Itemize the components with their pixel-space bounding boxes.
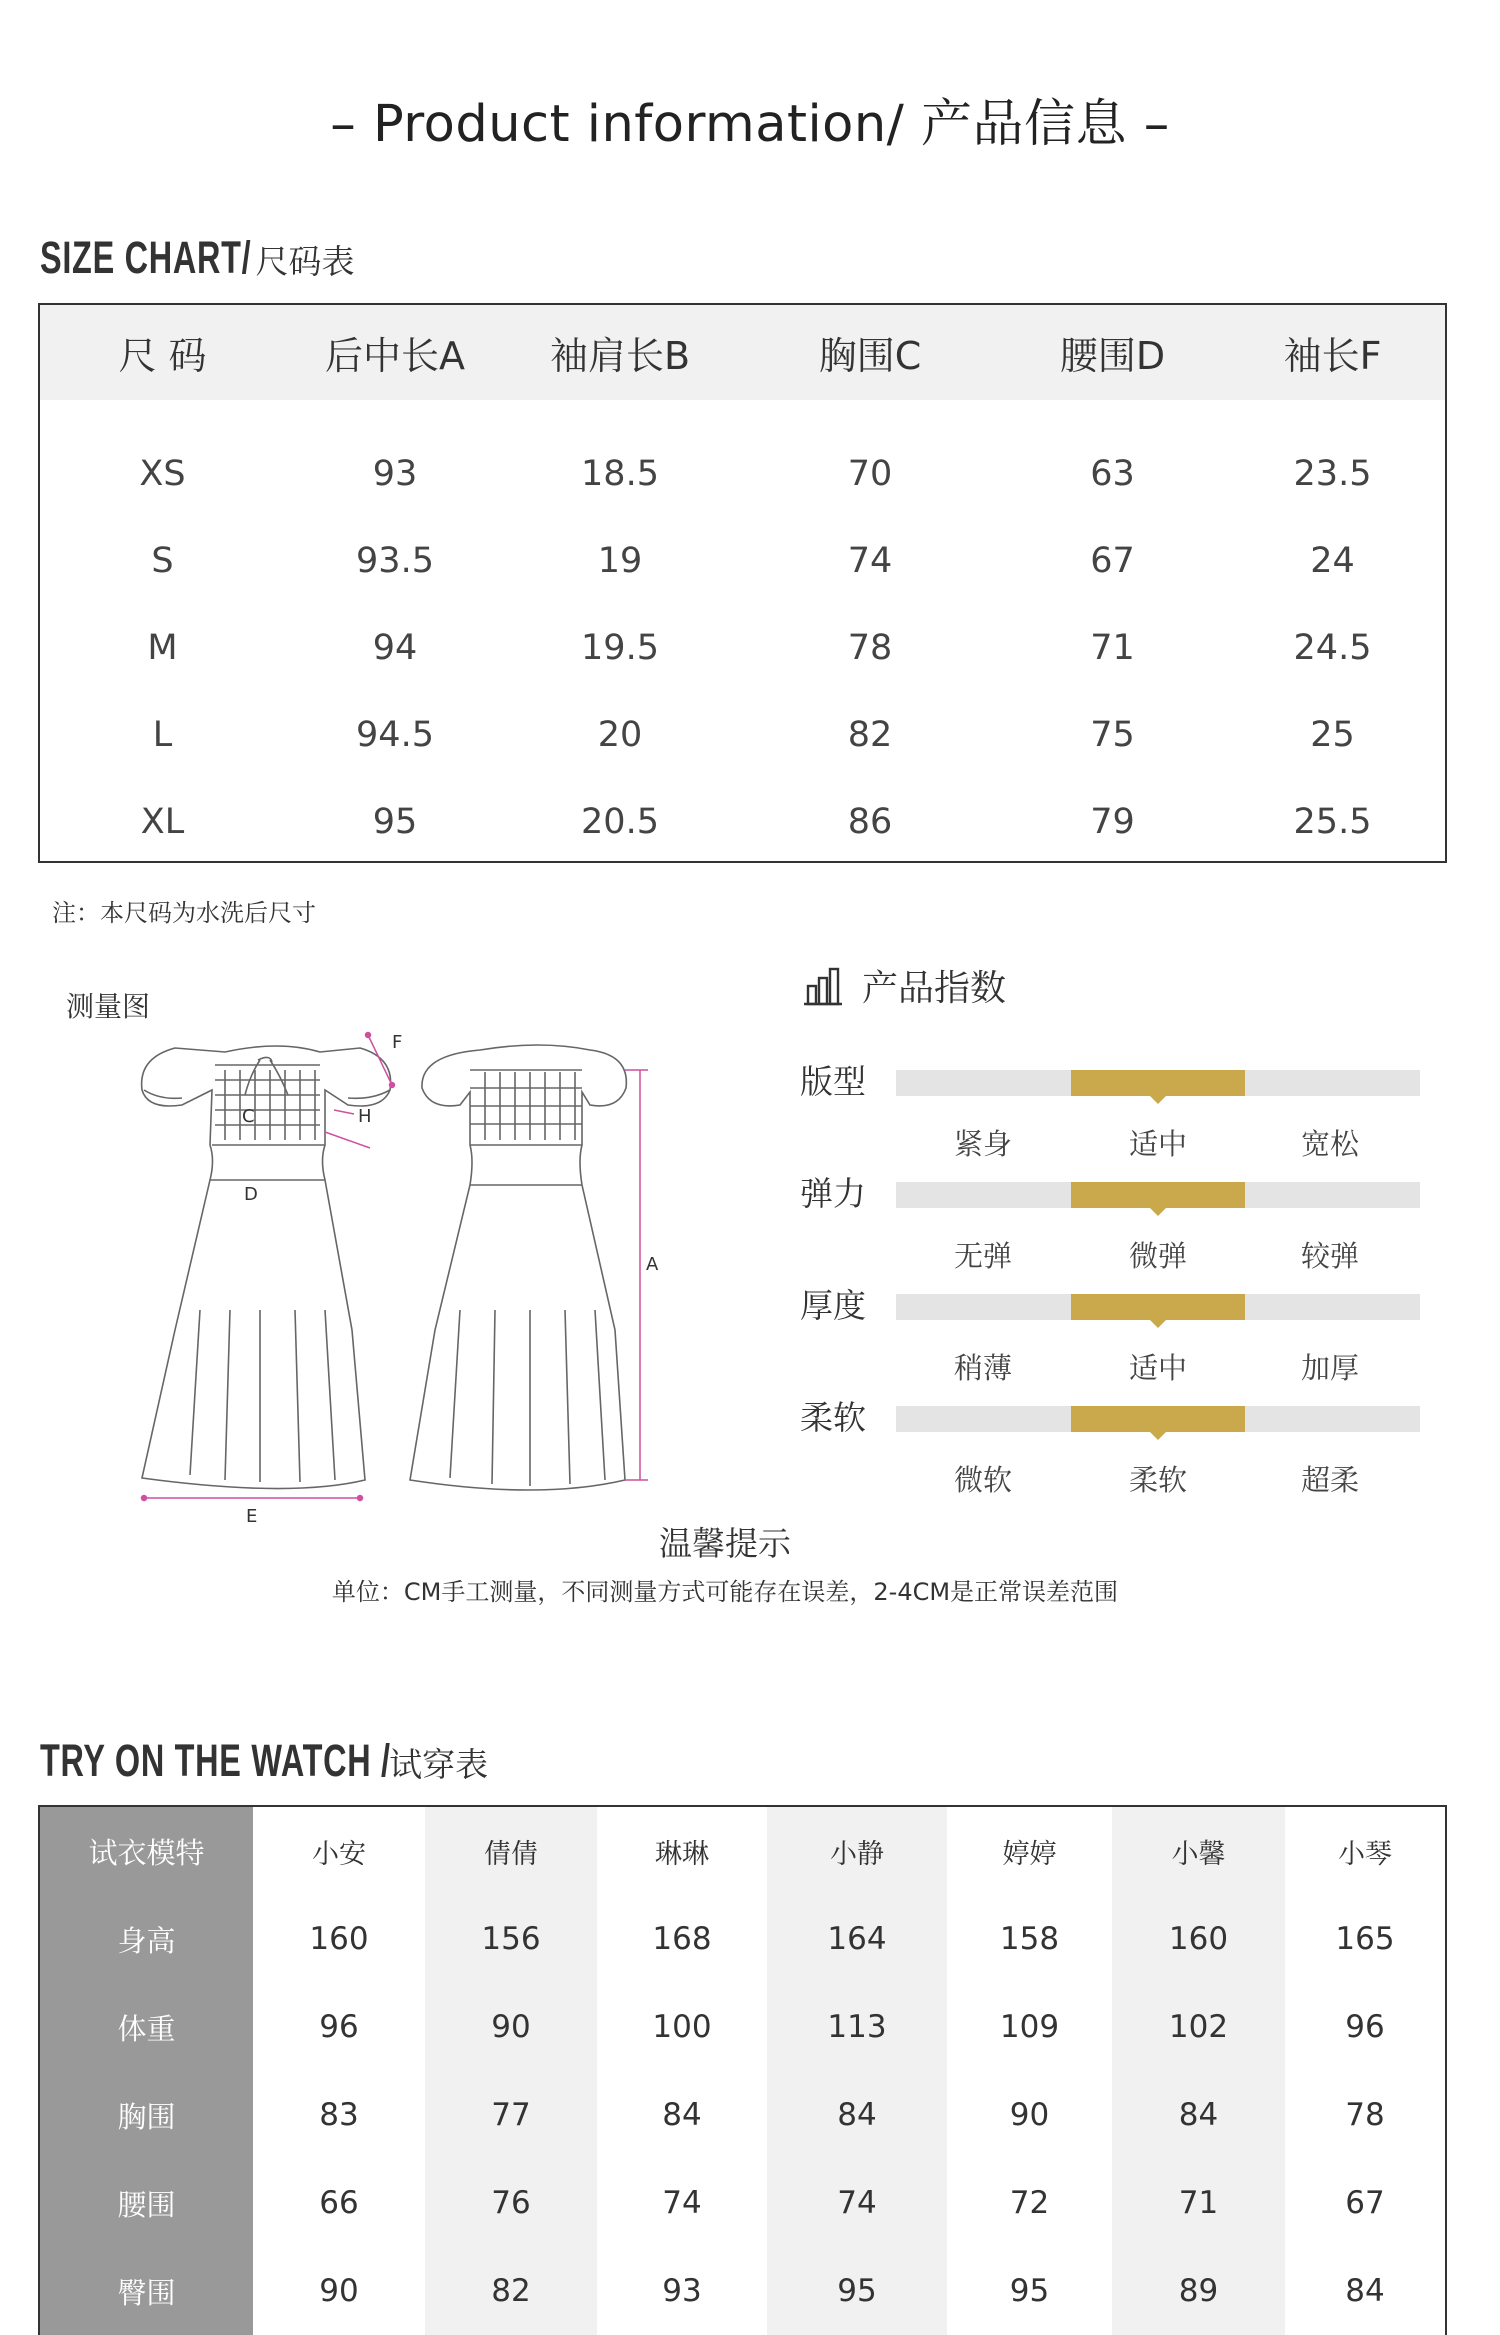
table-cell: 75 bbox=[1090, 714, 1135, 755]
size-chart-header-row bbox=[40, 305, 1445, 400]
index-pointer bbox=[1150, 1096, 1166, 1104]
index-pointer bbox=[1150, 1320, 1166, 1328]
row-header: 臀围 bbox=[40, 2247, 253, 2335]
table-row bbox=[40, 691, 1445, 778]
table-cell: 74 bbox=[847, 540, 893, 581]
table-cell: 109 bbox=[999, 2009, 1060, 2045]
row-header: 体重 bbox=[40, 1983, 253, 2071]
table-cell: XS bbox=[139, 453, 186, 494]
try-on-title-en: TRY ON THE WATCH / bbox=[40, 1735, 391, 1786]
index-highlight bbox=[1071, 1294, 1246, 1320]
index-option: 适中 bbox=[1128, 1127, 1187, 1161]
table-cell: 113 bbox=[767, 1983, 947, 2071]
table-cell: 93.5 bbox=[356, 540, 434, 581]
table-row bbox=[40, 1895, 1445, 1983]
page-title: – Product information/ 产品信息 – bbox=[330, 95, 1170, 154]
table-cell: 86 bbox=[847, 801, 893, 842]
try-on-table bbox=[40, 1807, 1445, 2335]
table-cell: 19 bbox=[597, 540, 643, 581]
table-cell: 160 bbox=[309, 1921, 369, 1957]
table-row bbox=[40, 430, 1445, 517]
size-chart-header-cell: 后中长A bbox=[285, 305, 505, 400]
table-cell: 63 bbox=[1090, 453, 1135, 494]
measure-diagram-title: 测量图 bbox=[66, 990, 151, 1023]
table-cell: 67 bbox=[1090, 540, 1135, 581]
index-option: 柔软 bbox=[1128, 1463, 1187, 1497]
table-cell: 100 bbox=[652, 2009, 712, 2045]
table-cell: 89 bbox=[1112, 2247, 1285, 2335]
table-cell: S bbox=[151, 540, 174, 581]
table-cell: 95 bbox=[1009, 2273, 1050, 2309]
table-cell: 93 bbox=[372, 453, 418, 494]
model-name: 小琴 bbox=[1338, 1838, 1392, 1870]
table-cell: 165 bbox=[1335, 1921, 1395, 1957]
table-cell: 20.5 bbox=[581, 801, 659, 842]
index-option: 超柔 bbox=[1300, 1463, 1359, 1497]
table-cell: 74 bbox=[767, 2159, 947, 2247]
label-A: A bbox=[646, 1254, 659, 1275]
table-cell: 24 bbox=[1310, 540, 1355, 581]
size-chart-title-en: SIZE CHART/ bbox=[40, 232, 252, 283]
index-highlight bbox=[1071, 1406, 1246, 1432]
model-name: 小静 bbox=[767, 1807, 947, 1895]
label-E: E bbox=[246, 1506, 258, 1527]
index-pointer bbox=[1150, 1432, 1166, 1440]
table-cell: 156 bbox=[425, 1895, 597, 1983]
row-header: 腰围 bbox=[40, 2159, 253, 2247]
index-track bbox=[896, 1182, 1420, 1273]
index-row-elasticity bbox=[800, 1174, 1420, 1294]
table-cell: 84 bbox=[1345, 2273, 1385, 2309]
table-cell: 24.5 bbox=[1293, 627, 1372, 668]
index-track bbox=[896, 1406, 1420, 1497]
row-header: 试衣模特 bbox=[40, 1807, 253, 1895]
table-cell: 70 bbox=[847, 453, 893, 494]
index-option: 稍薄 bbox=[953, 1351, 1012, 1385]
table-row bbox=[40, 1983, 1445, 2071]
label-F: F bbox=[392, 1032, 403, 1053]
row-header: 胸围 bbox=[40, 2071, 253, 2159]
index-option: 适中 bbox=[1128, 1351, 1187, 1385]
table-cell: 84 bbox=[662, 2097, 702, 2133]
table-cell: 93 bbox=[662, 2273, 702, 2309]
try-on-title-zh: 试穿表 bbox=[389, 1745, 489, 1784]
size-chart-header-cell: 袖肩长B bbox=[505, 305, 735, 400]
size-chart-table bbox=[40, 305, 1445, 865]
table-cell: 77 bbox=[425, 2071, 597, 2159]
index-pointer bbox=[1150, 1208, 1166, 1216]
table-cell: 90 bbox=[425, 1983, 597, 2071]
table-cell: 160 bbox=[1112, 1895, 1285, 1983]
label-C: C bbox=[242, 1106, 255, 1127]
table-cell: 168 bbox=[652, 1921, 712, 1957]
table-cell: 94.5 bbox=[356, 714, 434, 755]
size-chart-header-cell: 胸围C bbox=[735, 305, 1005, 400]
table-cell: 84 bbox=[1112, 2071, 1285, 2159]
index-highlight bbox=[1071, 1182, 1246, 1208]
size-chart-title-zh: 尺码表 bbox=[255, 242, 355, 281]
bar-chart-icon bbox=[802, 966, 844, 1006]
product-index-title: 产品指数 bbox=[862, 968, 1007, 1009]
table-cell: M bbox=[147, 627, 178, 668]
table-cell: 96 bbox=[319, 2009, 359, 2045]
size-chart-note: 注：本尺码为水洗后尺寸 bbox=[52, 899, 316, 927]
table-cell: 164 bbox=[767, 1895, 947, 1983]
model-name: 小馨 bbox=[1112, 1807, 1285, 1895]
table-cell: 71 bbox=[1112, 2159, 1285, 2247]
table-row bbox=[40, 778, 1445, 865]
try-on-heading bbox=[40, 1735, 488, 1787]
table-row bbox=[40, 604, 1445, 691]
table-cell: 84 bbox=[767, 2071, 947, 2159]
table-cell: 82 bbox=[425, 2247, 597, 2335]
index-row-label: 厚度 bbox=[800, 1286, 866, 1325]
table-cell: 96 bbox=[1345, 2009, 1385, 2045]
table-cell: 158 bbox=[999, 1921, 1060, 1957]
index-option: 微弹 bbox=[1128, 1239, 1187, 1273]
tip-title: 温馨提示 bbox=[659, 1524, 791, 1563]
table-cell: 20 bbox=[597, 714, 643, 755]
table-cell: 90 bbox=[1009, 2097, 1050, 2133]
table-cell: 66 bbox=[319, 2185, 359, 2221]
table-row bbox=[40, 2159, 1445, 2247]
table-cell: 78 bbox=[847, 627, 893, 668]
model-name: 婷婷 bbox=[1002, 1838, 1057, 1870]
model-name: 小安 bbox=[312, 1838, 366, 1870]
try-on-table-container bbox=[38, 1805, 1447, 2335]
product-index-heading bbox=[802, 960, 1006, 1011]
table-cell: 90 bbox=[319, 2273, 359, 2309]
back-dress-outline bbox=[410, 1045, 626, 1490]
table-cell: 83 bbox=[319, 2097, 359, 2133]
table-cell: 82 bbox=[847, 714, 893, 755]
try-on-header-row bbox=[40, 1807, 1445, 1895]
index-row-label: 柔软 bbox=[800, 1398, 866, 1437]
table-cell: 102 bbox=[1112, 1983, 1285, 2071]
index-row-label: 弹力 bbox=[800, 1174, 866, 1213]
table-cell: 23.5 bbox=[1293, 453, 1372, 494]
table-row bbox=[40, 517, 1445, 604]
table-row bbox=[40, 2071, 1445, 2159]
table-cell: 76 bbox=[425, 2159, 597, 2247]
index-row-fit bbox=[800, 1062, 1420, 1182]
table-cell: 78 bbox=[1345, 2097, 1385, 2133]
label-D: D bbox=[244, 1184, 258, 1205]
index-track bbox=[896, 1294, 1420, 1385]
table-cell: 18.5 bbox=[581, 453, 659, 494]
index-row-label: 版型 bbox=[800, 1062, 866, 1101]
table-cell: 25 bbox=[1310, 714, 1355, 755]
table-cell: 95 bbox=[372, 801, 418, 842]
index-option: 较弹 bbox=[1300, 1239, 1359, 1273]
index-option: 微软 bbox=[953, 1463, 1012, 1497]
index-option: 无弹 bbox=[953, 1239, 1012, 1273]
index-track bbox=[896, 1070, 1420, 1161]
tip-text: 单位：CM手工测量，不同测量方式可能存在误差，2-4CM是正常误差范围 bbox=[331, 1578, 1119, 1606]
front-dress-outline bbox=[142, 1046, 391, 1489]
table-cell: XL bbox=[140, 801, 185, 842]
index-row-softness bbox=[800, 1398, 1420, 1518]
size-chart-header-cell: 尺 码 bbox=[40, 305, 285, 400]
table-cell: 71 bbox=[1090, 627, 1135, 668]
index-option: 宽松 bbox=[1300, 1127, 1359, 1161]
size-chart-heading bbox=[40, 232, 355, 284]
dress-measurement-diagram bbox=[120, 1010, 750, 1530]
table-cell: 72 bbox=[1009, 2185, 1050, 2221]
model-name: 倩倩 bbox=[425, 1807, 597, 1895]
size-chart-table-container bbox=[38, 303, 1447, 863]
index-row-thickness bbox=[800, 1286, 1420, 1406]
table-cell: 25.5 bbox=[1293, 801, 1372, 842]
model-name: 琳琳 bbox=[655, 1838, 709, 1870]
table-cell: L bbox=[152, 714, 173, 755]
table-cell: 67 bbox=[1345, 2185, 1385, 2221]
label-H: H bbox=[358, 1106, 372, 1127]
table-cell: 74 bbox=[662, 2185, 702, 2221]
table-cell: 79 bbox=[1090, 801, 1135, 842]
size-chart-header-cell: 袖长F bbox=[1220, 305, 1445, 400]
row-header: 身高 bbox=[40, 1895, 253, 1983]
index-option: 紧身 bbox=[953, 1127, 1012, 1161]
table-cell: 19.5 bbox=[581, 627, 659, 668]
index-option: 加厚 bbox=[1300, 1351, 1359, 1385]
table-cell: 95 bbox=[767, 2247, 947, 2335]
index-highlight bbox=[1071, 1070, 1246, 1096]
table-cell: 94 bbox=[372, 627, 418, 668]
size-chart-header-cell: 腰围D bbox=[1005, 305, 1220, 400]
